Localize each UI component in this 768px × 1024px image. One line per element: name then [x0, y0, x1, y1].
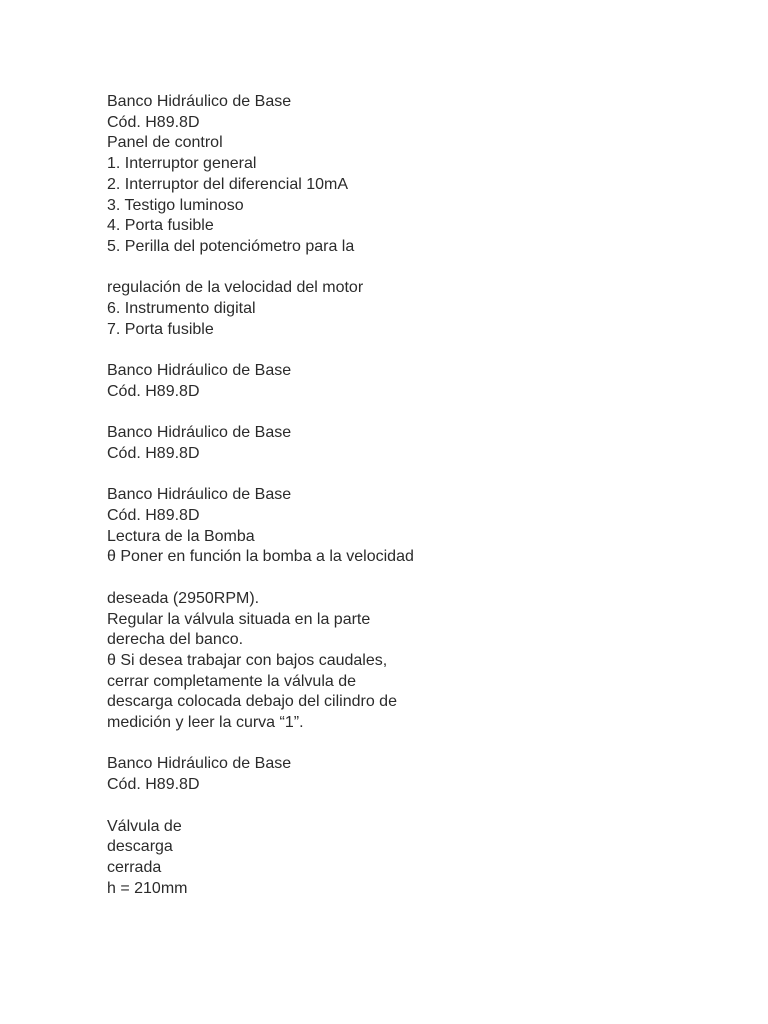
text-line: 5. Perilla del potenciómetro para la: [107, 237, 355, 255]
text-line: medición y leer la curva “1”.: [107, 714, 304, 732]
text-line: Panel de control: [107, 134, 223, 152]
text-line: cerrada: [107, 858, 162, 876]
text-line: Banco Hidráulico de Base: [107, 755, 292, 773]
text-line: Cód. H89.8D: [107, 776, 200, 794]
text-line: h = 210mm: [107, 879, 188, 897]
text-line: 1. Interruptor general: [107, 155, 257, 173]
text-line: descarga: [107, 838, 173, 856]
text-line: θ Poner en función la bomba a la velocidad: [107, 548, 414, 566]
text-line: cerrar completamente la válvula de: [107, 672, 357, 690]
document-text-body: [107, 92, 667, 899]
text-line: Cód. H89.8D: [107, 507, 200, 524]
text-line: Cód. H89.8D: [107, 382, 200, 400]
text-line: Cód. H89.8D: [107, 113, 200, 131]
text-line: 7. Porta fusible: [107, 320, 214, 338]
text-line: 2. Interruptor del diferencial 10mA: [107, 175, 349, 193]
blank-line: [107, 465, 667, 486]
text-line: θ Si desea trabajar con bajos caudales,: [107, 651, 388, 669]
text-line: deseada (2950RPM).: [107, 589, 260, 607]
blank-line: [107, 340, 667, 361]
text-line: 6. Instrumento digital: [107, 300, 256, 318]
text-line: derecha del banco.: [107, 631, 244, 649]
blank-line: [107, 796, 667, 817]
text-line: Cód. H89.8D: [107, 444, 200, 462]
text-line: regulación de la velocidad del motor: [107, 279, 364, 297]
text-line: Banco Hidráulico de Base: [107, 424, 292, 442]
text-line: descarga colocada debajo del cilindro de: [107, 693, 397, 711]
blank-line: [107, 734, 667, 755]
text-line: Válvula de: [107, 817, 182, 835]
text-line: Regular la válvula situada en la parte: [107, 610, 371, 628]
text-line: 3. Testigo luminoso: [107, 196, 244, 214]
blank-line: [107, 568, 667, 589]
text-line: Banco Hidráulico de Base: [107, 362, 292, 380]
text-line: 4. Porta fusible: [107, 217, 214, 235]
blank-line: [107, 258, 667, 279]
text-line: Lectura de la Bomba: [107, 527, 255, 545]
text-line: Banco Hidráulico de Base: [107, 486, 292, 504]
text-line: Banco Hidráulico de Base: [107, 93, 292, 110]
blank-line: [107, 403, 667, 424]
